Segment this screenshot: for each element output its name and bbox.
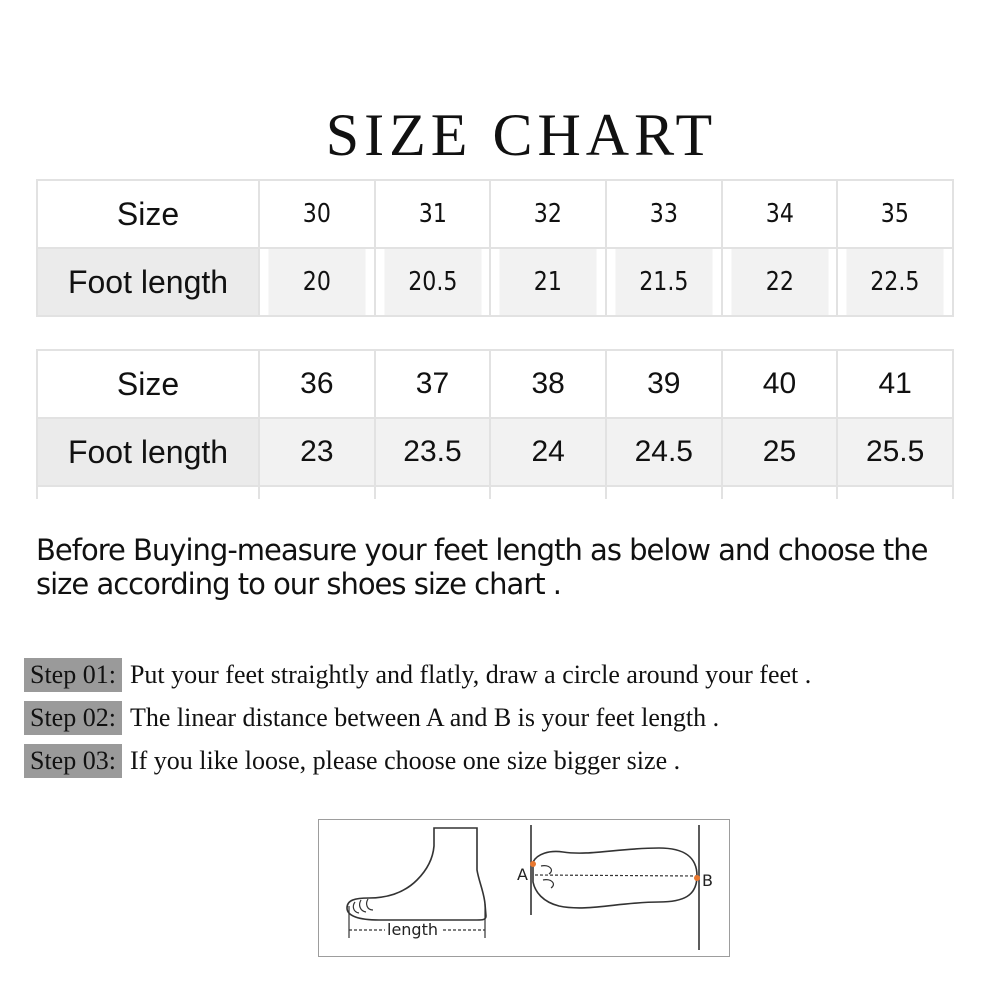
foot-length-header: Foot length	[37, 418, 259, 486]
size-cell: 34	[730, 180, 828, 248]
size-row	[37, 350, 953, 418]
page-title: SIZE CHART	[325, 102, 718, 168]
size-cell: 31	[383, 180, 481, 248]
size-header: Size	[37, 180, 259, 248]
step-text: The linear distance between A and B is your feet length .	[129, 703, 720, 732]
step-2	[24, 701, 719, 735]
foot-length-cell: 23.5	[375, 418, 491, 486]
size-cell: 41	[837, 350, 953, 418]
size-cell: 30	[268, 180, 366, 248]
size-row	[37, 180, 953, 248]
foot-length-row	[37, 418, 953, 486]
size-cell: 38	[490, 350, 606, 418]
step-1	[24, 658, 811, 692]
measure-instructions: Before Buying-measure your feet length as below and choose the size according to our shoes size chart .	[36, 533, 928, 601]
foot-top-view-icon	[531, 825, 699, 950]
length-label: length	[387, 920, 438, 939]
foot-length-cell: 22.5	[846, 248, 944, 316]
size-header: Size	[37, 350, 259, 418]
foot-length-header: Foot length	[37, 248, 259, 316]
size-cell: 32	[499, 180, 597, 248]
step-3	[24, 744, 680, 778]
point-b-label: B	[702, 871, 713, 890]
step-tag: Step 03:	[24, 744, 122, 778]
foot-length-cell: 20	[268, 248, 366, 316]
point-a-label: A	[517, 865, 528, 884]
foot-length-cell: 25	[722, 418, 838, 486]
size-cell: 35	[846, 180, 944, 248]
foot-side-view-icon	[347, 828, 486, 920]
point-b-marker	[694, 875, 700, 881]
size-table-1	[36, 179, 954, 317]
point-a-marker	[530, 861, 536, 867]
foot-length-cell: 21	[499, 248, 597, 316]
foot-length-cell: 25.5	[837, 418, 953, 486]
foot-length-cell: 20.5	[383, 248, 481, 316]
step-text: If you like loose, please choose one size bigger size .	[129, 746, 681, 775]
size-cell: 36	[259, 350, 375, 418]
size-cell: 40	[722, 350, 838, 418]
foot-length-row	[37, 248, 953, 316]
foot-measure-illustration	[318, 819, 730, 957]
foot-length-cell: 22	[730, 248, 828, 316]
step-tag: Step 01:	[24, 658, 122, 692]
foot-length-cell: 23	[259, 418, 375, 486]
size-cell: 33	[615, 180, 713, 248]
foot-length-cell: 21.5	[615, 248, 713, 316]
foot-measure-svg	[319, 820, 729, 956]
step-tag: Step 02:	[24, 701, 122, 735]
step-text: Put your feet straightly and flatly, draw a circle around your feet .	[129, 660, 812, 689]
size-table-2	[36, 349, 954, 487]
foot-length-cell: 24	[490, 418, 606, 486]
size-cell: 39	[606, 350, 722, 418]
size-cell: 37	[375, 350, 491, 418]
foot-length-cell: 24.5	[606, 418, 722, 486]
table-tail-lines	[36, 487, 954, 499]
